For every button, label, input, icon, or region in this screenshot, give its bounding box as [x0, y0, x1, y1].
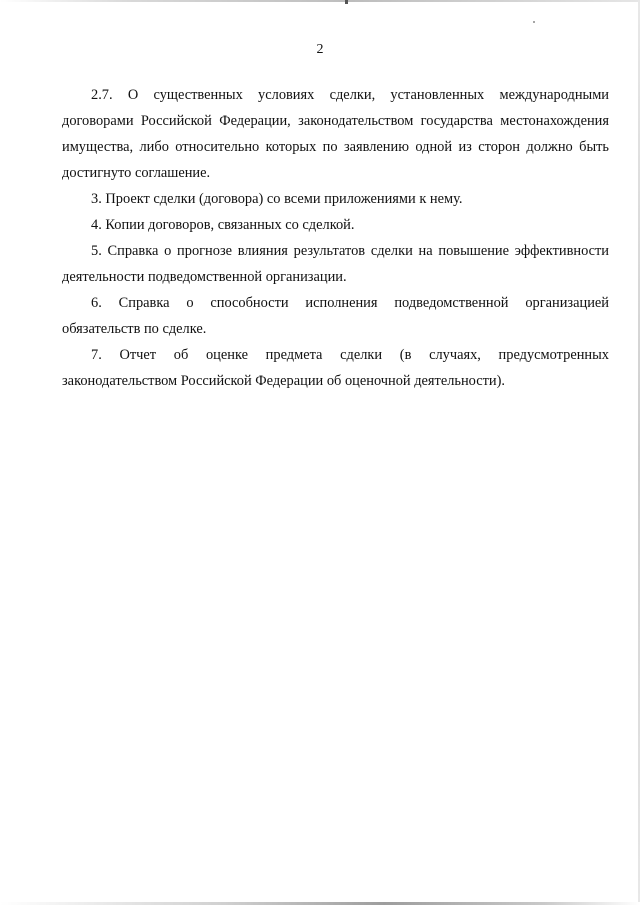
paragraph-6: 6. Справка о способности исполнения подведомственной организацией обязательств по сделке.	[62, 295, 609, 337]
scan-edge-top	[0, 0, 640, 2]
scan-speck	[533, 21, 535, 23]
paragraph-4: 4. Копии договоров, связанных со сделкой.	[91, 217, 355, 233]
document-body	[62, 82, 609, 394]
paragraph-3: 3. Проект сделки (договора) со всеми приложениями к нему.	[91, 191, 463, 207]
paragraph-5: 5. Справка о прогнозе влияния результатов сделки на повышение эффективности деятельности подведомственной организации.	[62, 243, 609, 285]
page-number: 2	[316, 42, 324, 57]
paragraph-7: 7. Отчет об оценке предмета сделки (в случаях, предусмотренных законодательством Российской Федерации об оценочной деятельности).	[62, 347, 609, 389]
paragraph-2-7: 2.7. О существенных условиях сделки, установленных международными договорами Российской Федерации, законодательством государства местонахождения имущества, либо относительно которых по заявлению одной из сторон должно быть достигнуто соглашение.	[62, 87, 609, 181]
